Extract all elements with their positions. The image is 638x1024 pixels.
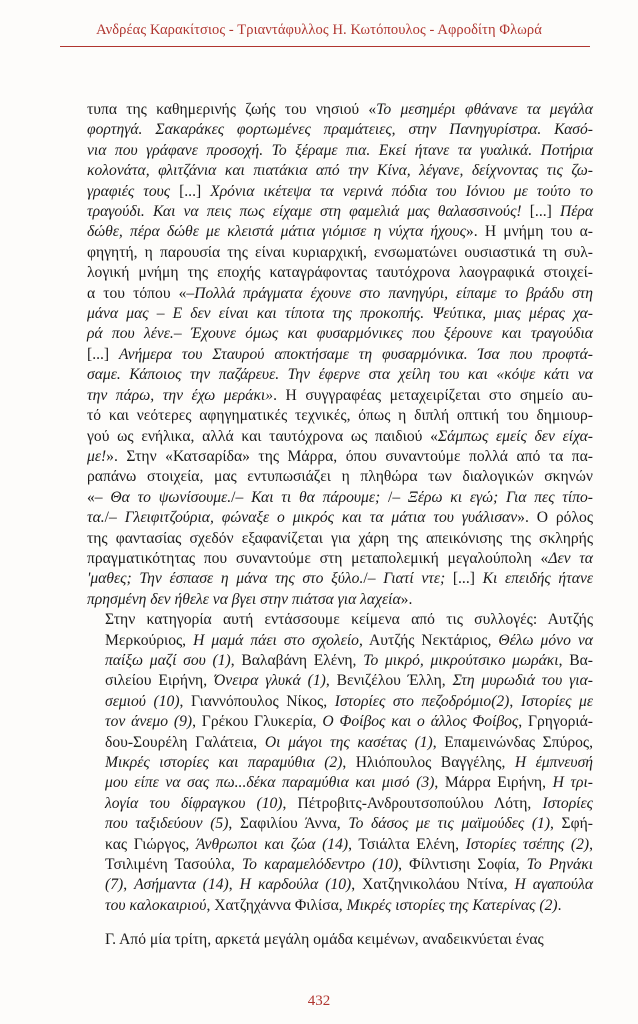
italic-run: Οι μάγοι της κασέτας (1)	[264, 733, 433, 751]
text-run: , Γρέκου Γλυκερία,	[192, 713, 323, 731]
text-line	[87, 835, 593, 855]
text-line	[87, 120, 593, 140]
text-line	[87, 549, 593, 569]
text-line	[87, 243, 593, 263]
text-line	[87, 222, 593, 242]
text-run: , Γρηγοριά-	[518, 713, 593, 731]
text-run: ». Η μνήμη του α-	[465, 223, 593, 241]
text-run: , Αυτζής Νεκτάριος,	[358, 631, 499, 649]
italic-run: μάνα μας – Ε δεν είναι και τίποτα της προκοπής. Ψεύτικα, μιας μέρας χα-	[87, 305, 593, 323]
italic-run: σεμιού (10)	[105, 692, 180, 710]
text-run: /	[363, 570, 368, 588]
italic-run: Μικρές ιστορίες και παραμύθια (2)	[105, 754, 343, 771]
italic-run: Η τρι-	[552, 774, 593, 792]
text-line	[87, 263, 593, 283]
text-run: , Επαμεινώνδας Σπύρος,	[432, 733, 594, 751]
text-run: , Γιαννόπουλος Νίκος,	[179, 692, 335, 710]
italic-run: Ιστορίες στο πεζοδρόμιο(2)	[334, 692, 510, 710]
text-run: Στην κατηγορία αυτή εντάσσουμε κείμενα από τις συλλογές: Αυτζής	[105, 611, 593, 629]
text-run: [...]	[445, 570, 483, 588]
text-line	[87, 284, 593, 304]
italic-run: Θέλω μόνο να	[498, 631, 593, 649]
italic-run: Η μαμά πάει στο σχολείο	[193, 631, 359, 649]
text-line	[87, 930, 593, 950]
text-run: , Φίλντισηι Σοφία,	[398, 856, 527, 874]
text-run: δου-Σουρέλη Γαλάτεια,	[105, 733, 265, 751]
text-line	[87, 610, 593, 630]
text-line	[87, 161, 593, 181]
text-run: τό και νεότερες αφηγηματικές τεχνικές, όπως η διπλή οπτική του δημιουρ-	[87, 407, 593, 425]
text-run: λογική μνήμη της εποχής καταγράφοντας ταυτόχρονα λαογραφικά στοιχεί-	[87, 264, 593, 282]
text-run: , Χατζηχάννα Φιλίσα,	[206, 896, 347, 914]
italic-run: σαμε. Κάποιος την παζάρευε. Την έφερνε στα χείλη του και «κόψε κάτι να	[87, 366, 593, 384]
body-text	[87, 100, 593, 951]
text-line	[87, 753, 593, 773]
header-rule	[60, 46, 590, 47]
text-run: ». Στην «Κατσαρίδα» της Μάρρα, όπου συναντούμε πολλά από τα πα-	[106, 447, 593, 465]
italic-run: 'μαθες; Την έσπασε η μάνα της στο ξύλο.	[87, 570, 364, 588]
italic-run: γραφιές τους	[87, 182, 180, 200]
italic-run: κολονάτα, φλιτζάνια και πιατάκια από την Κίνα, λέγανε, δείχνοντας τις ζω-	[87, 162, 593, 180]
italic-run: Στη μυρωδιά του για-	[452, 672, 593, 690]
text-run: , Πέτροβιτς-Ανδρουτσοπούλου Λότη,	[282, 794, 543, 812]
text-line	[87, 590, 593, 610]
text-run: [...]	[179, 182, 211, 200]
text-line	[87, 304, 593, 324]
italic-run: Το μικρό, μικρούτσικο μωράκι	[363, 651, 559, 669]
italic-run: Ιστορίες τσέπης (2)	[465, 835, 590, 853]
italic-run: Δεν τα	[548, 549, 593, 567]
text-line	[87, 386, 593, 406]
text-line	[87, 814, 593, 834]
italic-run: – Ξέρω κι εγώ; Για πες τίπο-	[392, 488, 593, 506]
italic-run: Όνειρα γλυκά (1)	[214, 672, 326, 690]
paragraph-2	[87, 610, 593, 916]
text-run: φηγητή, η παρουσία της είναι κυριαρχική, ενσωματώνει ουσιαστικά τη συλ-	[87, 243, 593, 261]
text-run: Γ. Από μία τρίτη, αρκετά μεγάλη ομάδα κειμένων, αναδεικνύεται ένας	[105, 931, 544, 949]
text-run: [...]	[529, 203, 560, 221]
text-line	[87, 569, 593, 589]
italic-run: μου είπε να σας πω...δέκα παραμύθια και μισό (3)	[105, 774, 435, 792]
italic-run: τον άνεμο (9)	[105, 713, 193, 731]
paragraph-3	[87, 930, 593, 950]
text-line	[87, 671, 593, 691]
italic-run: – Γλειφιτζούρια, φώναξε ο μικρός και τα μάτια του γυάλισαν	[109, 509, 518, 527]
text-run: /	[231, 488, 236, 506]
italic-run: την πάρω, την έχω μεράκι»	[87, 386, 274, 404]
text-line	[87, 406, 593, 426]
text-run: κας Γιώργος,	[105, 835, 196, 853]
text-line	[87, 141, 593, 161]
text-run: της φαντασίας σχεδόν εξαφανίζεται για χάρη της απεικόνισης της σκληρής	[87, 529, 593, 547]
text-run: πραγματικότητας που συναντούμε στη μεταπολεμική μεγαλούπολη «	[87, 549, 549, 567]
italic-run: Χρόνια ικέτεψα τα νερινά πόδια του Ιόνιου με τούτο το	[210, 182, 593, 200]
italic-run: Πέρα	[559, 203, 594, 221]
text-run: ,	[589, 835, 593, 853]
text-run: ,	[509, 692, 521, 710]
italic-run: Ο Φοίβος και ο άλλος Φοίβος	[322, 713, 519, 731]
italic-run: Η καρδούλα (10)	[239, 876, 352, 894]
italic-run: – Θα το ψωνίσουμε.	[94, 488, 232, 506]
text-line	[87, 651, 593, 671]
italic-run: (7)	[105, 876, 124, 894]
running-head: Ανδρέας Καρακίτσιος - Τριαντάφυλλος Η. Κωτόπουλος - Αφροδίτη Φλωρά	[96, 22, 542, 38]
text-line	[87, 733, 593, 753]
text-run: /	[380, 488, 393, 506]
italic-run: με!	[87, 447, 107, 465]
italic-run: πρησμένη δεν ήθελε να βγει στην πιάτσα για λαχεία	[87, 590, 401, 608]
italic-run: ρά που λένε.– Έχουνε όμως και φυσαρμόνικες που ξέρουνε και τραγούδια	[87, 325, 593, 343]
text-run: α του τόπου «	[87, 284, 187, 302]
text-run: , Χατζηνικολάου Ντίνα,	[351, 876, 515, 894]
italic-run: Ιστορίες	[542, 794, 593, 812]
text-line	[87, 712, 593, 732]
italic-run: νια που γράφανε προσοχή. Το ξέραμε πια. Εκεί ήτανε τα γυαλικά. Ποτήρια	[87, 141, 593, 159]
italic-run: παίξω μαζί σου (1)	[105, 651, 231, 669]
text-line	[87, 855, 593, 875]
text-run: ».	[400, 590, 413, 608]
italic-run: που ταξιδεύουν (5)	[105, 815, 229, 833]
text-line	[87, 182, 593, 202]
text-run: σιλείου Ειρήνη,	[105, 672, 215, 690]
text-run: Τσιλιμένη Τασούλα,	[105, 856, 242, 874]
text-run: τυπα της καθημερινής ζωής του νησιού «	[87, 101, 377, 118]
text-line	[87, 345, 593, 365]
italic-run: Το Ρηνάκι	[526, 856, 594, 874]
italic-run: Άνθρωποι και ζώα (14)	[195, 835, 349, 853]
italic-run: – Γιατί ντε;	[367, 570, 446, 588]
page-number: 432	[307, 993, 331, 1009]
text-run: , Σφή-	[550, 815, 593, 833]
text-line	[87, 324, 593, 344]
text-run: , Μάρρα Ειρήνη,	[434, 774, 553, 792]
italic-run: λογία του δίφραγκου (10)	[105, 794, 283, 812]
text-run: , Τσιάλτα Ελένη,	[348, 835, 466, 853]
text-run: .	[557, 896, 562, 914]
text-line	[87, 508, 593, 528]
text-run: , Βενιζέλου Έλλη,	[325, 672, 453, 690]
text-run: /	[104, 509, 110, 527]
italic-run: Ασήμαντα (14)	[134, 876, 229, 894]
text-run: . Η συγγραφέας μεταχειρίζεται στο σημείο αυ-	[273, 386, 593, 404]
text-run: , Βα-	[558, 651, 593, 669]
text-run: γού ως ενήλικα, αλλά και ταυτόχρονα ως παιδιού «	[87, 427, 438, 445]
italic-run: του καλοκαιριού	[105, 896, 207, 914]
italic-run: –Πολλά πράγματα έχουνε στο πανηγύρι, είπαμε το βράδυ στη	[186, 284, 593, 302]
italic-run: Σάμπως εμείς δεν είχα-	[437, 427, 593, 445]
text-line	[87, 875, 593, 895]
italic-run: Ανήμερα του Σταυρού αποκτήσαμε τη φυσαρμόνικα. Ίσα που προφτά-	[119, 345, 593, 363]
text-run: ,	[123, 876, 135, 894]
text-line	[87, 896, 593, 916]
italic-run: τα.	[87, 509, 105, 527]
text-line	[87, 447, 593, 467]
text-line	[87, 692, 593, 712]
italic-run: – Και τι θα πάρουμε;	[235, 488, 381, 506]
text-run: ». Ο ρόλος	[517, 509, 593, 527]
text-run: , Βαλαβάνη Ελένη,	[230, 651, 364, 669]
italic-run: Μικρές ιστορίες της Κατερίνας (2)	[346, 896, 558, 914]
text-line	[87, 427, 593, 447]
italic-run: Το δάσος με τις μαϊμούδες (1)	[348, 815, 551, 833]
italic-run: Το καραμελόδεντρο (10)	[241, 856, 399, 874]
paragraph-1	[87, 100, 593, 610]
text-run: [...]	[87, 345, 120, 363]
text-line	[87, 529, 593, 549]
text-line	[87, 773, 593, 793]
text-line	[87, 794, 593, 814]
italic-run: φορτηγά. Σακαράκες φορτωμένες πραμάτειες, στην Πανηγυρίστρα. Κασό-	[87, 121, 593, 139]
italic-run: Κι επειδής ήτανε	[482, 570, 594, 588]
text-line	[87, 467, 593, 487]
text-run: Μερκούριος,	[105, 631, 194, 649]
text-line	[87, 365, 593, 385]
text-run: , Ηλιόπουλος Βαγγέλης,	[342, 754, 515, 771]
text-run: ραπάνω στοιχεία, μας εντυπωσιάζει η πληθώρα των διαλογικών σκηνών	[87, 468, 593, 486]
text-run: «	[87, 488, 95, 506]
italic-run: Η έμπνευσή	[514, 754, 594, 771]
text-line	[87, 631, 593, 651]
italic-run: Η αγαπούλα	[514, 876, 594, 894]
text-run: , Σαφιλίου Άννα,	[228, 815, 349, 833]
text-line	[87, 488, 593, 508]
italic-run: δώθε, πέρα δώθε με κλειστά μάτια γιόμισε η νύχτα ήχους	[87, 223, 466, 241]
italic-run: Το μεσημέρι φθάνανε τα μεγάλα	[376, 101, 593, 118]
text-line	[87, 202, 593, 222]
text-line	[87, 100, 593, 120]
text-run: ,	[228, 876, 240, 894]
italic-run: Ιστορίες με	[520, 692, 594, 710]
italic-run: τραγούδι. Και να πεις πως είχαμε στη φαμελιά μας θαλασσινούς!	[87, 203, 530, 221]
